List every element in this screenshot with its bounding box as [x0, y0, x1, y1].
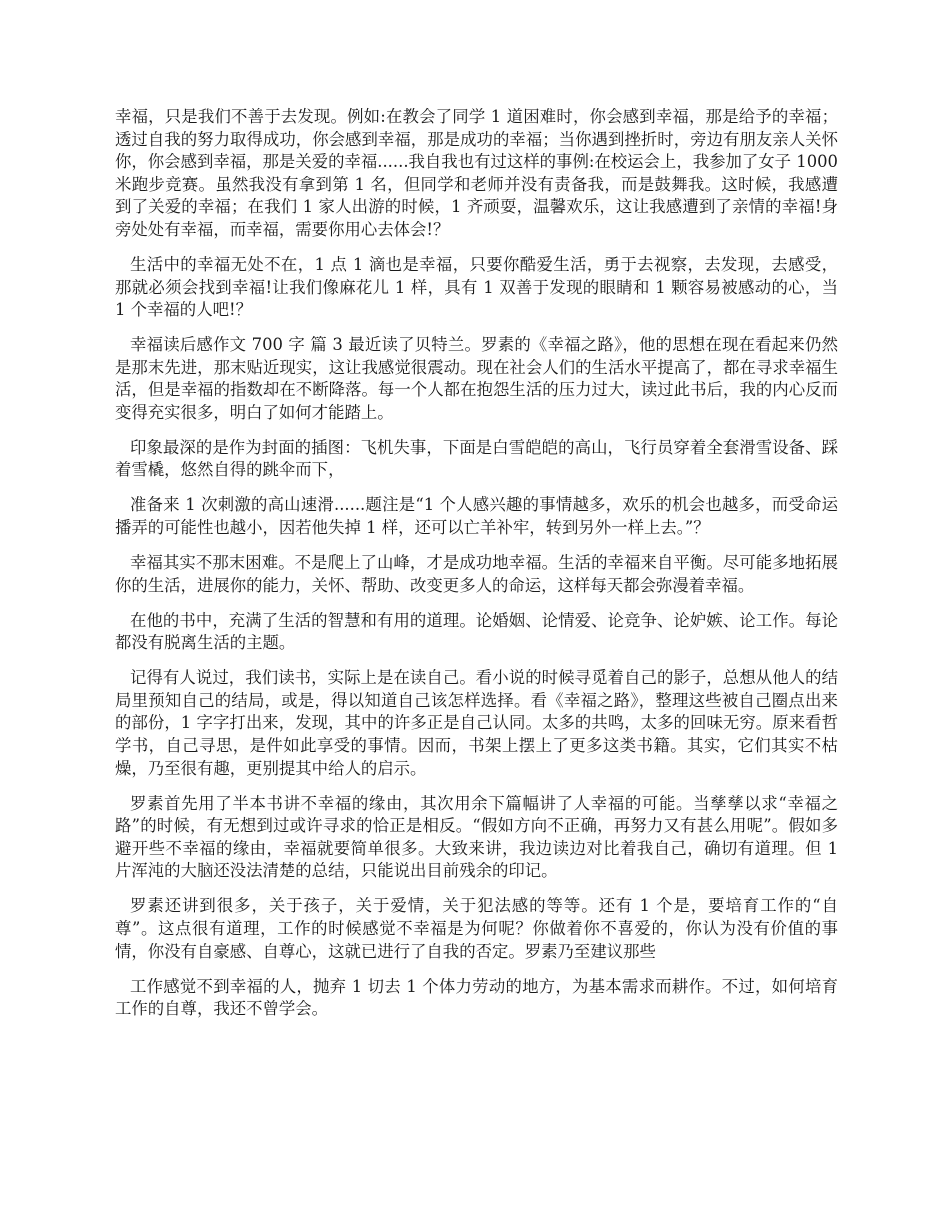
- paragraph-3: 幸福读后感作文 700 字 篇 3 最近读了贝特兰。罗素的《幸福之路》，他的思想在现在看起来仍然是那末先进，那末贴近现实，这让我感觉很震动。现在社会人们的生活水平提高了，都在寻求幸福生活，但是幸福的指数却在不断降落。每一个人都在抱怨生活的压力过大，读过此书后，我的内心反而变得充实很多，明白了如何才能踏上。: [115, 335, 838, 422]
- paragraph-2: 生活中的幸福无处不在，1 点 1 滴也是幸福，只要你酷爱生活，勇于去视察，去发现，去感受，那就必须会找到幸福!让我们像麻花儿 1 样，具有 1 双善于发现的眼睛和 1 颗容易被感动的心，当 1 个幸福的人吧!？: [115, 254, 838, 320]
- paragraph-6: 幸福其实不那末困难。不是爬上了山峰，才是成功地幸福。生活的幸福来自平衡。尽可能多地拓展你的生活，进展你的能力，关怀、帮助、改变更多人的命运，这样每天都会弥漫着幸福。: [115, 553, 838, 595]
- paragraph-1: 幸福，只是我们不善于去发现。例如:在教会了同学 1 道困难时，你会感到幸福，那是给予的幸福；透过自我的努力取得成功，你会感到幸福，那是成功的幸福；当你遇到挫折时，旁边有朋友亲人关怀你，你会感到幸福，那是关爱的幸福......我自我也有过这样的事例:在校运会上，我参加了女子 1000 米跑步竞赛。虽然我没有拿到第 1 名，但同学和老师并没有责备我，而是鼓舞我。这时候，我感遭到了关爱的幸福；在我们 1 家人出游的时候，1 齐顽耍，温馨欢乐，这让我感遭到了亲情的幸福!身旁处处有幸福，而幸福，需要你用心去体会!？: [115, 107, 838, 239]
- paragraph-8: 记得有人说过，我们读书，实际上是在读自己。看小说的时候寻觅着自己的影子，总想从他人的结局里预知自己的结局，或是，得以知道自己该怎样选择。看《幸福之路》，整理这些被自己圈点出来的部份，1 字字打出来，发现，其中的许多正是自己认同。太多的共鸣，太多的回味无穷。原来看哲学书，自己寻思，是件如此享受的事情。因而，书架上摆上了更多这类书籍。其实，它们其实不枯燥，乃至很有趣，更别提其中给人的启示。: [115, 668, 838, 778]
- paragraph-5: 准备来 1 次刺激的高山速滑......题注是“1 个人感兴趣的事情越多，欢乐的机会也越多，而受命运播弄的可能性也越小，因若他失掉 1 样，还可以亡羊补牢，转到另外一样上去。”？: [115, 495, 838, 538]
- paragraph-9: 罗素首先用了半本书讲不幸福的缘由，其次用余下篇幅讲了人幸福的可能。当孳孳以求“幸福之路”的时候，有无想到过或许寻求的恰正是相反。“假如方向不正确，再努力又有甚么用呢”。假如多避开些不幸福的缘由，幸福就要简单很多。大致来讲，我边读边对比着我自己，确切有道理。但 1 片浑沌的大脑还没法清楚的总结，只能说出目前残余的印记。: [115, 793, 838, 881]
- paragraph-11: 工作感觉不到幸福的人，抛弃 1 切去 1 个体力劳动的地方，为基本需求而耕作。不过，如何培育工作的自尊，我还不曾学会。: [115, 976, 838, 1019]
- paragraph-4: 印象最深的是作为封面的插图：飞机失事，下面是白雪皑皑的高山，飞行员穿着全套滑雪设备、踩着雪橇，悠然自得的跳伞而下，: [115, 437, 838, 480]
- paragraph-10: 罗素还讲到很多，关于孩子，关于爱情，关于犯法感的等等。还有 1 个是，要培育工作的“自尊”。这点很有道理，工作的时候感觉不幸福是为何呢？你做着你不喜爱的，你认为没有价值的事情，你没有自豪感、自尊心，这就已进行了自我的否定。罗素乃至建议那些: [115, 896, 838, 961]
- document-body: [115, 106, 838, 1033]
- paragraph-7: 在他的书中，充满了生活的智慧和有用的道理。论婚姻、论情爱、论竞争、论妒嫉、论工作。每论都没有脱离生活的主题。: [115, 610, 838, 653]
